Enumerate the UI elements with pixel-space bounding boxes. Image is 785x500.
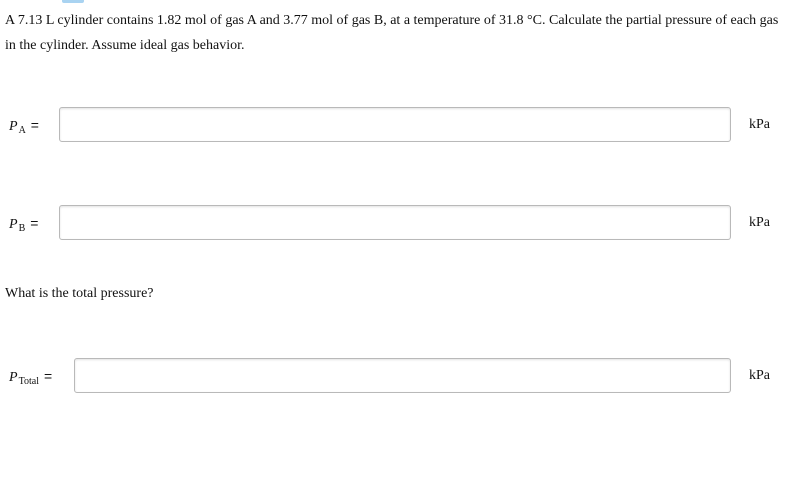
answer-row-pb: [0, 203, 785, 243]
pa-label: [9, 116, 39, 137]
pa-subscript: A: [18, 125, 26, 136]
ptotal-unit: kPa: [749, 368, 770, 383]
pb-unit: kPa: [749, 215, 770, 230]
pb-subscript: B: [18, 223, 26, 234]
pb-input[interactable]: [59, 205, 731, 240]
pa-unit: kPa: [749, 117, 770, 132]
ptotal-label: [9, 367, 52, 388]
ptotal-subscript: Total: [18, 376, 39, 387]
ptotal-equals: =: [43, 368, 53, 384]
pa-equals: =: [30, 117, 39, 133]
ptotal-input[interactable]: [74, 358, 731, 393]
answer-row-pa: [0, 105, 785, 145]
top-accent-bar: [62, 0, 84, 3]
pb-equals: =: [30, 215, 39, 231]
ptotal-symbol: P: [9, 370, 18, 385]
answer-row-ptotal: [0, 356, 785, 396]
pa-symbol: P: [9, 119, 18, 134]
pb-symbol: P: [9, 217, 18, 232]
problem-statement: A 7.13 L cylinder contains 1.82 mol of gas A and 3.77 mol of gas B, at a temperature of 31.8 °C. Calculate the partial pressure of each gas in the cylinder. Assume ideal gas behavior.: [5, 13, 779, 53]
pa-input[interactable]: [59, 107, 731, 142]
total-pressure-prompt: What is the total pressure?: [5, 286, 154, 301]
pb-label: [9, 214, 38, 235]
